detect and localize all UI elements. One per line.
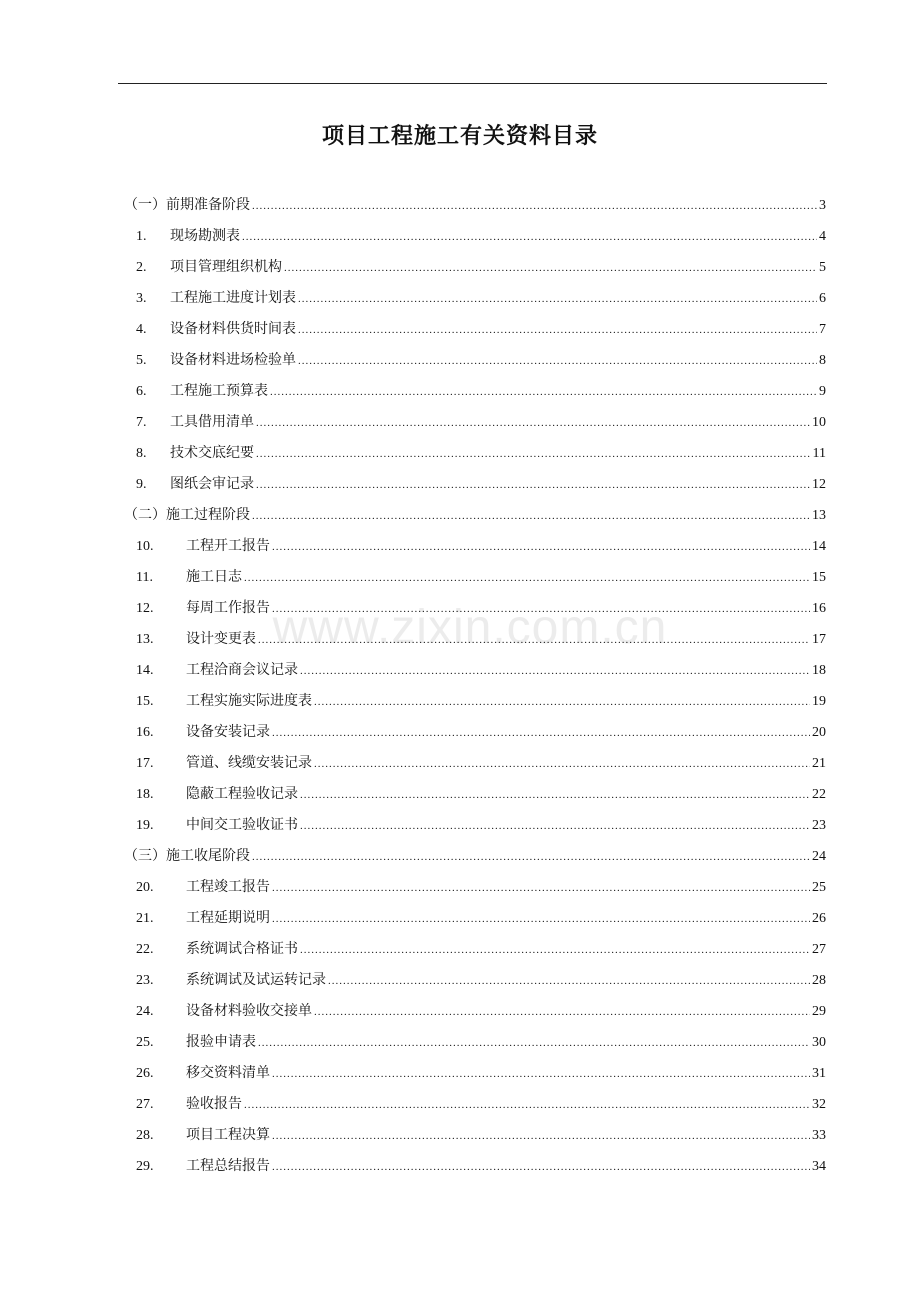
toc-page-number: 23 — [812, 818, 826, 833]
header-rule — [118, 83, 827, 84]
toc-item-label: 管道、线缆安装记录 — [186, 755, 312, 771]
toc-item-label: 工程总结报告 — [186, 1158, 270, 1174]
toc-page-number: 7 — [819, 322, 826, 337]
toc-item-row[interactable] — [126, 438, 826, 469]
toc-item-label: 工程洽商会议记录 — [186, 662, 298, 678]
toc-item-number: 6. — [136, 384, 147, 399]
toc-item-label: 验收报告 — [186, 1096, 242, 1112]
toc-item-number: 24. — [136, 1004, 154, 1019]
dot-leader — [300, 780, 810, 811]
toc-item-number: 26. — [136, 1066, 154, 1081]
toc-item-number: 21. — [136, 911, 154, 926]
watermark: www.zixin.com.cn — [272, 601, 668, 654]
dot-leader — [328, 966, 810, 997]
toc-item-number: 4. — [136, 322, 147, 337]
toc-page-number: 18 — [812, 663, 826, 678]
toc-page-number: 31 — [812, 1066, 826, 1081]
toc-item-number: 15. — [136, 694, 154, 709]
dot-leader — [272, 718, 810, 749]
toc-page-number: 3 — [819, 198, 826, 213]
toc-section-row[interactable] — [126, 500, 826, 531]
toc-page-number: 25 — [812, 880, 826, 895]
toc-item-row[interactable] — [126, 1120, 826, 1151]
toc-item-row[interactable] — [126, 872, 826, 903]
dot-leader — [300, 935, 810, 966]
toc-item-label: 工程竣工报告 — [186, 879, 270, 895]
toc-item-label: 系统调试合格证书 — [186, 941, 298, 957]
toc-item-label: 工程实施实际进度表 — [186, 693, 312, 709]
dot-leader — [298, 284, 817, 315]
toc-item-label: 设备材料供货时间表 — [170, 321, 296, 337]
toc-item-row[interactable] — [126, 686, 826, 717]
dot-leader — [272, 1059, 810, 1090]
toc-item-label: 移交资料清单 — [186, 1065, 270, 1081]
dot-leader — [298, 346, 817, 377]
dot-leader — [314, 687, 810, 718]
toc-page-number: 17 — [812, 632, 826, 647]
toc-item-number: 1. — [136, 229, 147, 244]
toc-item-row[interactable] — [126, 810, 826, 841]
toc-item-number: 5. — [136, 353, 147, 368]
toc-item-label: 工程施工预算表 — [170, 383, 268, 399]
toc-item-row[interactable] — [126, 469, 826, 500]
toc-item-row[interactable] — [126, 624, 826, 655]
toc-item-label: 设备材料验收交接单 — [186, 1003, 312, 1019]
dot-leader — [270, 377, 817, 408]
toc-section-label: （三）施工收尾阶段 — [124, 848, 250, 864]
toc-page-number: 27 — [812, 942, 826, 957]
toc-item-number: 17. — [136, 756, 154, 771]
toc-item-row[interactable] — [126, 903, 826, 934]
dot-leader — [256, 470, 810, 501]
dot-leader — [252, 842, 810, 873]
toc-page-number: 12 — [812, 477, 826, 492]
toc-item-label: 每周工作报告 — [186, 600, 270, 616]
toc-item-number: 16. — [136, 725, 154, 740]
toc-item-label: 项目管理组织机构 — [170, 259, 282, 275]
document-title: 项目工程施工有关资料目录 — [321, 123, 598, 149]
dot-leader — [300, 811, 810, 842]
toc-item-number: 11. — [136, 570, 153, 585]
toc-item-number: 22. — [136, 942, 154, 957]
toc-item-number: 10. — [136, 539, 154, 554]
toc-item-label: 报验申请表 — [186, 1034, 256, 1050]
toc-item-row[interactable] — [126, 407, 826, 438]
toc-item-row[interactable] — [126, 283, 826, 314]
toc-item-number: 9. — [136, 477, 147, 492]
toc-item-row[interactable] — [126, 376, 826, 407]
toc-page-number: 6 — [819, 291, 826, 306]
dot-leader — [314, 997, 810, 1028]
dot-leader — [298, 315, 817, 346]
toc-item-row[interactable] — [126, 934, 826, 965]
dot-leader — [284, 253, 817, 284]
dot-leader — [252, 501, 810, 532]
dot-leader — [272, 1121, 810, 1152]
toc-item-label: 工程延期说明 — [186, 910, 270, 926]
toc-item-row[interactable] — [126, 965, 826, 996]
toc-page-number: 33 — [812, 1128, 826, 1143]
toc-item-row[interactable] — [126, 531, 826, 562]
toc-page-number: 10 — [812, 415, 826, 430]
toc-section-row[interactable] — [126, 190, 826, 221]
toc-item-number: 19. — [136, 818, 154, 833]
toc-item-row[interactable] — [126, 1058, 826, 1089]
toc-page-number: 15 — [812, 570, 826, 585]
dot-leader — [272, 594, 810, 625]
toc-item-row[interactable] — [126, 314, 826, 345]
toc-section-label: （二）施工过程阶段 — [124, 507, 250, 523]
dot-leader — [244, 563, 810, 594]
toc-item-row[interactable] — [126, 221, 826, 252]
toc-page-number: 24 — [812, 849, 826, 864]
dot-leader — [300, 656, 810, 687]
dot-leader — [272, 904, 810, 935]
dot-leader — [272, 1152, 810, 1183]
toc-page-number: 13 — [812, 508, 826, 523]
toc-page-number: 20 — [812, 725, 826, 740]
toc-page-number: 32 — [812, 1097, 826, 1112]
toc-item-row[interactable] — [126, 1027, 826, 1058]
toc-page-number: 22 — [812, 787, 826, 802]
toc-item-label: 工具借用清单 — [170, 414, 254, 430]
toc-page-number: 21 — [812, 756, 826, 771]
dot-leader — [314, 749, 810, 780]
toc-item-label: 设备材料进场检验单 — [170, 352, 296, 368]
toc-item-label: 工程开工报告 — [186, 538, 270, 554]
toc-item-label: 中间交工验收证书 — [186, 817, 298, 833]
toc-page-number: 14 — [812, 539, 826, 554]
toc-page-number: 11 — [812, 446, 826, 461]
toc-page-number: 28 — [812, 973, 826, 988]
toc-item-number: 29. — [136, 1159, 154, 1174]
toc-item-number: 28. — [136, 1128, 154, 1143]
toc-item-label: 施工日志 — [186, 569, 242, 585]
toc-item-row[interactable] — [126, 748, 826, 779]
toc-page-number: 29 — [812, 1004, 826, 1019]
toc-item-row[interactable] — [126, 345, 826, 376]
dot-leader — [256, 408, 810, 439]
dot-leader — [258, 625, 810, 656]
dot-leader — [252, 191, 817, 222]
toc-section-row[interactable] — [126, 841, 826, 872]
toc-item-number: 13. — [136, 632, 154, 647]
toc-page-number: 8 — [819, 353, 826, 368]
toc-page-number: 16 — [812, 601, 826, 616]
toc-page-number: 9 — [819, 384, 826, 399]
toc-page-number: 4 — [819, 229, 826, 244]
toc-item-label: 图纸会审记录 — [170, 476, 254, 492]
toc-item-number: 14. — [136, 663, 154, 678]
dot-leader — [258, 1028, 810, 1059]
toc-item-number: 12. — [136, 601, 154, 616]
toc-item-row[interactable] — [126, 562, 826, 593]
dot-leader — [272, 532, 810, 563]
toc-item-row[interactable] — [126, 1089, 826, 1120]
toc-section-label: （一）前期准备阶段 — [124, 197, 250, 213]
toc-item-label: 设计变更表 — [186, 631, 256, 647]
toc-item-number: 27. — [136, 1097, 154, 1112]
toc-page-number: 5 — [819, 260, 826, 275]
toc-item-label: 设备安装记录 — [186, 724, 270, 740]
toc-item-label: 系统调试及试运转记录 — [186, 972, 326, 988]
toc-item-row[interactable] — [126, 996, 826, 1027]
table-of-contents — [126, 190, 826, 1182]
toc-item-row[interactable] — [126, 779, 826, 810]
dot-leader — [272, 873, 810, 904]
toc-item-number: 8. — [136, 446, 147, 461]
dot-leader — [256, 439, 811, 470]
toc-item-number: 23. — [136, 973, 154, 988]
toc-page-number: 26 — [812, 911, 826, 926]
toc-page-number: 34 — [812, 1159, 826, 1174]
toc-item-label: 工程施工进度计划表 — [170, 290, 296, 306]
toc-item-row[interactable] — [126, 252, 826, 283]
dot-leader — [242, 222, 817, 253]
toc-item-label: 现场勘测表 — [170, 228, 240, 244]
toc-item-number: 2. — [136, 260, 147, 275]
toc-item-row[interactable] — [126, 717, 826, 748]
toc-item-number: 7. — [136, 415, 147, 430]
toc-item-row[interactable] — [126, 593, 826, 624]
toc-page-number: 19 — [812, 694, 826, 709]
toc-item-row[interactable] — [126, 655, 826, 686]
toc-item-label: 技术交底纪要 — [170, 445, 254, 461]
toc-item-number: 25. — [136, 1035, 154, 1050]
toc-page-number: 30 — [812, 1035, 826, 1050]
toc-item-label: 隐蔽工程验收记录 — [186, 786, 298, 802]
toc-item-number: 3. — [136, 291, 147, 306]
toc-item-number: 18. — [136, 787, 154, 802]
toc-item-row[interactable] — [126, 1151, 826, 1182]
toc-item-label: 项目工程决算 — [186, 1127, 270, 1143]
dot-leader — [244, 1090, 810, 1121]
toc-item-number: 20. — [136, 880, 154, 895]
